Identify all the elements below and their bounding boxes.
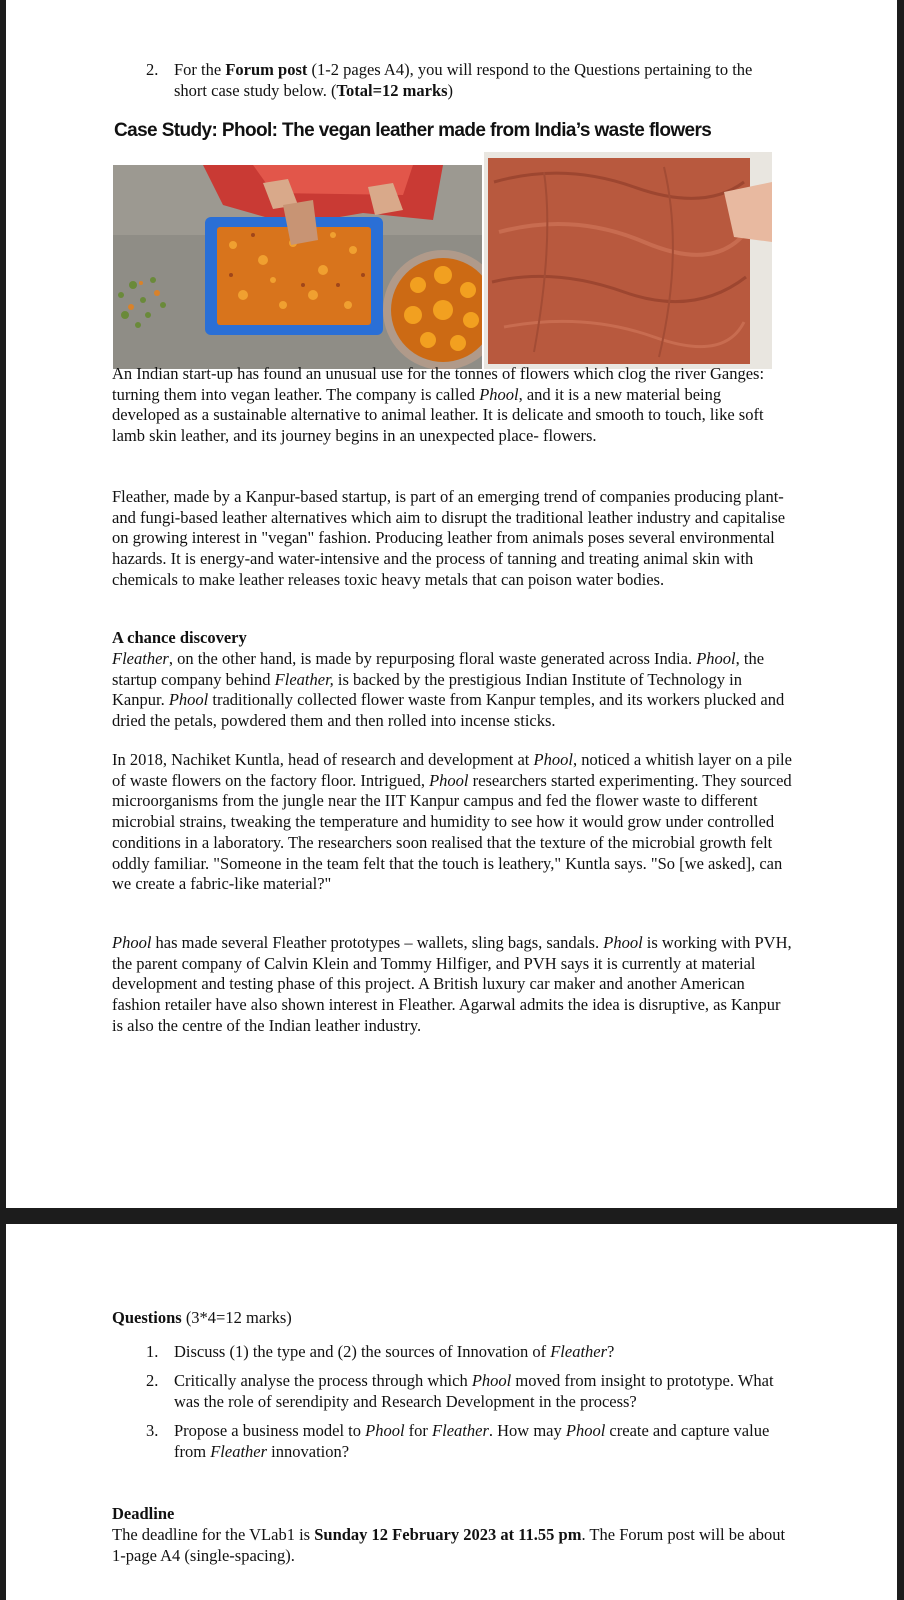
paragraph-2: Fleather, made by a Kanpur-based startup, is part of an emerging trend of companies producing plant- and fungi-based leather alternatives which aim to disrupt the traditional leather industry and capitalise on growing interest in "vegan" fashion. Producing leather from animals poses several environmental hazards. It is energy-and water-intensive and the process of tanning and treating animal skin with chemicals to make leather releases toxic heavy metals that can poison water bodies.	[112, 487, 786, 589]
paragraph-4: In 2018, Nachiket Kuntla, head of research and development at Phool, noticed a whitish layer on a pile of waste flowers on the factory floor. Intrigued, Phool researchers started experimenting. They sourced microorganisms from the jungle near the IIT Kanpur campus and fed the flower waste to different microbial strains, tweaking the temperature and humidity to see how it would grow under controlled conditions in a laboratory. The researchers soon realised that the texture of the microbial growth felt oddly familiar. "Someone in the team felt that the touch is leathery," Kuntla says. "So [we asked], can we create a fabric-like material?"	[112, 750, 792, 894]
flowers-sorting-photo	[113, 165, 482, 369]
question-1-text: Discuss (1) the type and (2) the sources of Innovation of Fleather?	[174, 1342, 615, 1361]
leather-sheet-illustration	[484, 152, 772, 369]
flower-leather-sheet-photo	[484, 152, 772, 369]
intro-text: For the Forum post (1-2 pages A4), you will respond to the Questions pertaining to the short case study below. (Total=12 marks)	[174, 60, 753, 100]
intro-number: 2.	[146, 60, 159, 79]
deadline-text: The deadline for the VLab1 is Sunday 12 February 2023 at 11.55 pm. The Forum post will be about 1-page A4 (single-spacing).	[112, 1525, 786, 1565]
question-3-number: 3.	[146, 1421, 159, 1440]
paragraph-5: Phool has made several Fleather prototypes – wallets, sling bags, sandals. Phool is working with PVH, the parent company of Calvin Klein and Tommy Hilfiger, and PVH says it is currently at material development and testing phase of this project. A British luxury car maker and another American fashion retailer have also shown interest in Fleather. Agarwal admits the idea is disruptive, as Kanpur is also the centre of the Indian leather industry.	[112, 933, 792, 1035]
deadline-heading: Deadline	[112, 1504, 175, 1523]
flowers-sorting-illustration	[113, 165, 482, 369]
case-study-title: Case Study: Phool: The vegan leather made from India’s waste flowers	[114, 120, 712, 141]
question-2-number: 2.	[146, 1371, 159, 1390]
document-page-2	[6, 1224, 897, 1600]
document-page-1	[6, 0, 897, 1208]
section-heading: A chance discovery	[112, 628, 247, 647]
paragraph-1: An Indian start-up has found an unusual use for the tonnes of flowers which clog the river Ganges: turning them into vegan leather. The company is called Phool, and it is a new material being developed as a sustainable alternative to animal leather. It is delicate and smooth to touch, like soft lamb skin leather, and its journey begins in an unexpected place- flowers.	[112, 364, 765, 446]
paragraph-3: Fleather, on the other hand, is made by repurposing floral waste generated across India. Phool, the startup company behind Fleather, is backed by the prestigious Indian Institute of Technology in Kanpur. Phool traditionally collected flower waste from Kanpur temples, and its workers plucked and dried the petals, powdered them and then rolled into incense sticks.	[112, 649, 785, 731]
question-2-text: Critically analyse the process through which Phool moved from insight to prototype. What was the role of serendipity and Research Development in the process?	[174, 1371, 774, 1411]
question-1-number: 1.	[146, 1342, 159, 1361]
questions-heading: Questions (3*4=12 marks)	[112, 1308, 292, 1327]
question-3-text: Propose a business model to Phool for Fleather. How may Phool create and capture value from Fleather innovation?	[174, 1421, 770, 1461]
